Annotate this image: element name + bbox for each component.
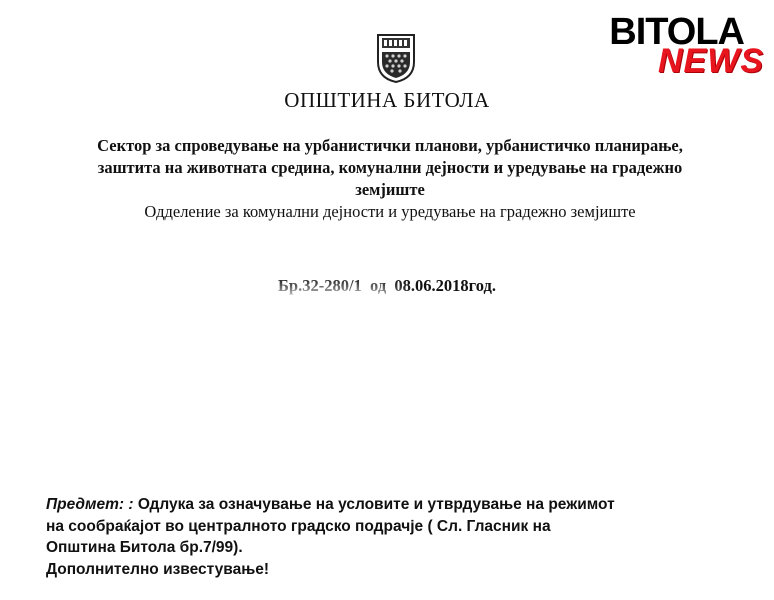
logo-top-text: BITOLA [609, 11, 744, 53]
sector-title [40, 135, 740, 201]
redacted-area [28, 300, 408, 460]
sector-line: Сектор за спроведување на урбанистички планови, урбанистичко планирање, [97, 136, 683, 155]
subject-text: Одлука за означување на условите и утврдување на режимот [133, 496, 615, 513]
subject-note: Дополнително известување! [46, 560, 270, 578]
subject-text: на сообраќајот во централното градско подрачје ( Сл. Гласник на [46, 517, 551, 535]
bitola-news-logo [570, 11, 766, 80]
logo-bottom-text: NEWS [658, 42, 764, 80]
municipality-title: ОПШТИНА БИТОЛА [284, 88, 490, 112]
sector-line: заштита на животната средина, комунални дејности и уредување на градежно [97, 158, 683, 177]
municipal-crest-icon [374, 32, 418, 84]
subject-text: Општина Битола бр.7/99). [46, 539, 243, 556]
department-title: Одделение за комунални дејности и уредување на градежно земјиште [144, 202, 636, 221]
subject-block [46, 494, 766, 580]
reference-number: Бр.32-280/1 од 08.06.2018год. [278, 276, 496, 295]
sector-line: земјиште [355, 180, 425, 199]
subject-label: Предмет: : [46, 496, 134, 513]
